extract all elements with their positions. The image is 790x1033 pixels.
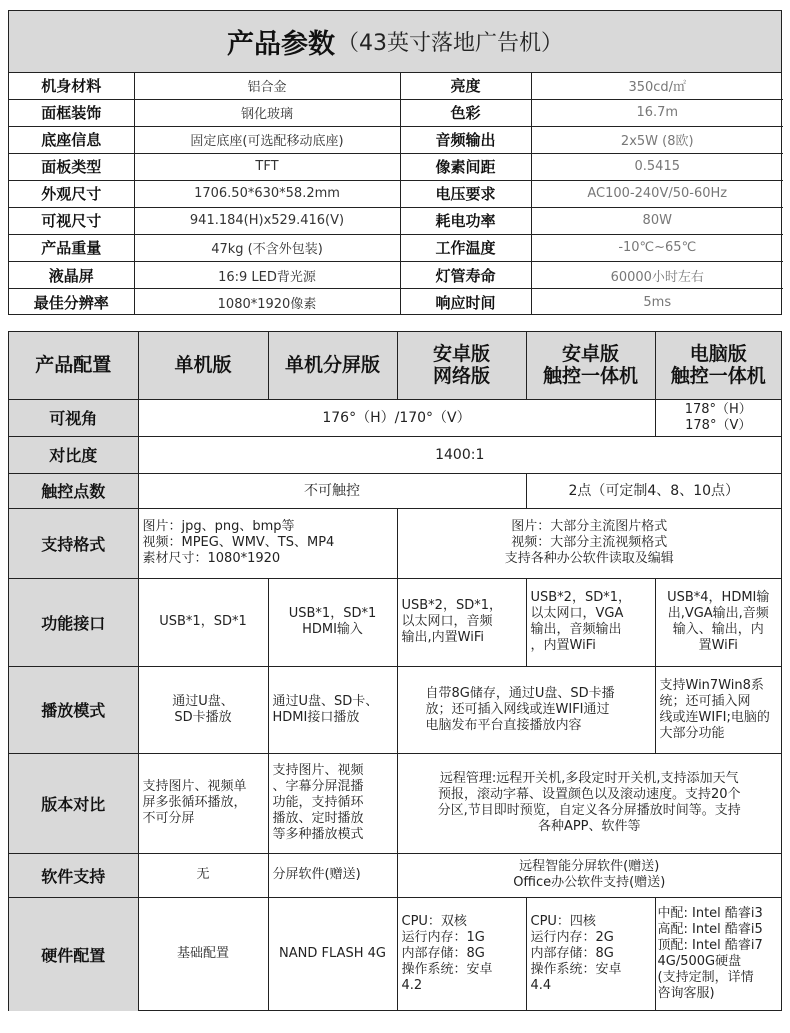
value-hardware-4: CPU：四核 运行内存：2G 内部存储：8G 操作系统：安卓 4.4 <box>526 897 655 1011</box>
row-version <box>9 753 781 853</box>
spec-value: 1706.50*630*58.2mm <box>134 180 400 207</box>
row-hardware <box>9 897 781 1011</box>
spec-row <box>9 180 783 207</box>
header-standalone: 单机版 <box>138 332 268 399</box>
header-product-config: 产品配置 <box>9 332 138 399</box>
spec-row <box>9 153 783 180</box>
spec-key: 像素间距 <box>400 153 531 180</box>
label-formats: 支持格式 <box>9 508 138 578</box>
spec-value: 钢化玻璃 <box>134 99 400 126</box>
config-table <box>8 331 782 1011</box>
spec-key: 色彩 <box>400 99 531 126</box>
spec-key: 机身材料 <box>9 73 134 99</box>
spec-value: 16:9 LED背光源 <box>134 262 400 289</box>
spec-title-sub: （43英寸落地广告机） <box>337 31 563 56</box>
value-version-2: 支持图片、视频 、字幕分屏混播 功能，支持循环 播放、定时播放 等多种播放模式 <box>268 753 397 853</box>
header-pc-touch: 电脑版 触控一体机 <box>655 332 781 399</box>
value-formats-standalone: 图片：jpg、png、bmp等 视频：MPEG、WMV、TS、MP4 素材尺寸：1080*1920 <box>138 508 397 578</box>
spec-row <box>9 234 783 261</box>
row-contrast <box>9 436 781 473</box>
spec-value: 0.5415 <box>531 153 783 180</box>
row-view-angle <box>9 399 781 436</box>
spec-key: 面框装饰 <box>9 99 134 126</box>
row-ports <box>9 578 781 666</box>
value-contrast: 1400:1 <box>138 436 781 473</box>
spec-value: 1080*1920像素 <box>134 289 400 315</box>
value-touch-points: 2点（可定制4、8、10点） <box>526 473 781 508</box>
spec-key: 底座信息 <box>9 126 134 153</box>
value-formats-network: 图片：大部分主流图片格式 视频：大部分主流视频格式 支持各种办公软件读取及编辑 <box>397 508 781 578</box>
value-play-34: 自带8G储存，通过U盘、SD卡播 放；还可插入网线或连WIFI通过 电脑发布平台直接播放内容 <box>397 666 655 753</box>
value-ports-3: USB*2，SD*1， 以太网口，音频 输出,内置WiFi <box>397 578 526 666</box>
spec-grid <box>9 73 783 315</box>
label-touch-points: 触控点数 <box>9 473 138 508</box>
spec-key: 最佳分辨率 <box>9 289 134 315</box>
spec-row <box>9 207 783 234</box>
spec-row <box>9 126 783 153</box>
spec-value: 固定底座(可选配移动底座) <box>134 126 400 153</box>
spec-key: 耗电功率 <box>400 207 531 234</box>
spec-title-main: 产品参数 <box>227 29 335 60</box>
spec-value: AC100-240V/50-60Hz <box>531 180 783 207</box>
row-play-mode <box>9 666 781 753</box>
spec-key: 面板类型 <box>9 153 134 180</box>
label-contrast: 对比度 <box>9 436 138 473</box>
spec-value: 5ms <box>531 289 783 315</box>
value-play-1: 通过U盘、 SD卡播放 <box>138 666 268 753</box>
spec-title <box>9 11 781 73</box>
spec-key: 灯管寿命 <box>400 262 531 289</box>
spec-row <box>9 73 783 99</box>
value-version-1: 支持图片、视频单 屏多张循环播放， 不可分屏 <box>138 753 268 853</box>
spec-value: 2x5W (8欧) <box>531 126 783 153</box>
spec-row <box>9 262 783 289</box>
spec-value: 铝合金 <box>134 73 400 99</box>
spec-value: 47kg (不含外包装) <box>134 234 400 261</box>
value-software-345: 远程智能分屏软件(赠送) Office办公软件支持(赠送) <box>397 853 781 897</box>
spec-value: 350cd/㎡ <box>531 73 783 99</box>
value-view-angle-pc: 178°（H） 178°（V） <box>655 399 781 436</box>
spec-value: -10℃~65℃ <box>531 234 783 261</box>
row-touch-points <box>9 473 781 508</box>
spec-value: 80W <box>531 207 783 234</box>
label-play-mode: 播放模式 <box>9 666 138 753</box>
label-software: 软件支持 <box>9 853 138 897</box>
spec-key: 液晶屏 <box>9 262 134 289</box>
header-android-touch: 安卓版 触控一体机 <box>526 332 655 399</box>
spec-key: 电压要求 <box>400 180 531 207</box>
value-ports-4: USB*2，SD*1， 以太网口，VGA 输出，音频输出 ，内置WiFi <box>526 578 655 666</box>
spec-table <box>8 10 782 315</box>
label-view-angle: 可视角 <box>9 399 138 436</box>
value-view-angle: 176°（H）/170°（V） <box>138 399 655 436</box>
value-play-2: 通过U盘、SD卡、 HDMI接口播放 <box>268 666 397 753</box>
value-ports-1: USB*1，SD*1 <box>138 578 268 666</box>
spec-value: 16.7m <box>531 99 783 126</box>
spec-key: 音频输出 <box>400 126 531 153</box>
value-non-touch: 不可触控 <box>138 473 526 508</box>
config-grid <box>9 332 781 1011</box>
spec-key: 产品重量 <box>9 234 134 261</box>
spec-row <box>9 289 783 315</box>
spec-key: 工作温度 <box>400 234 531 261</box>
spec-key: 响应时间 <box>400 289 531 315</box>
header-standalone-split: 单机分屏版 <box>268 332 397 399</box>
header-android-network: 安卓版 网络版 <box>397 332 526 399</box>
spec-key: 外观尺寸 <box>9 180 134 207</box>
spec-value: TFT <box>134 153 400 180</box>
label-version: 版本对比 <box>9 753 138 853</box>
row-formats <box>9 508 781 578</box>
spec-key: 亮度 <box>400 73 531 99</box>
value-software-1: 无 <box>138 853 268 897</box>
value-ports-5: USB*4，HDMI输 出,VGA输出,音频 输入、输出，内 置WiFi <box>655 578 781 666</box>
value-hardware-3: CPU：双核 运行内存：1G 内部存储：8G 操作系统：安卓 4.2 <box>397 897 526 1011</box>
spec-key: 可视尺寸 <box>9 207 134 234</box>
value-ports-2: USB*1，SD*1 HDMI输入 <box>268 578 397 666</box>
label-ports: 功能接口 <box>9 578 138 666</box>
spec-value: 60000小时左右 <box>531 262 783 289</box>
config-header-row <box>9 332 781 399</box>
spec-value: 941.184(H)x529.416(V) <box>134 207 400 234</box>
value-version-345: 远程管理:远程开关机,多段定时开关机,支持添加天气 预报，滚动字幕、设置颜色以及滚动速度。支持20个 分区,节目即时预览，自定义各分屏播放时间等。支持 各种APP、软件等 <box>397 753 781 853</box>
value-hardware-5: 中配: Intel 酷睿i3 高配: Intel 酷睿i5 顶配: Intel 酷睿i7 4G/500G硬盘 (支持定制，详情 咨询客服) <box>655 897 781 1011</box>
spec-row <box>9 99 783 126</box>
value-play-5: 支持Win7Win8系 统；还可插入网 线或连WIFI;电脑的 大部分功能 <box>655 666 781 753</box>
row-software <box>9 853 781 897</box>
value-hardware-1: 基础配置 <box>138 897 268 1011</box>
value-software-2: 分屏软件(赠送) <box>268 853 397 897</box>
label-hardware: 硬件配置 <box>9 897 138 1011</box>
value-hardware-2: NAND FLASH 4G <box>268 897 397 1011</box>
